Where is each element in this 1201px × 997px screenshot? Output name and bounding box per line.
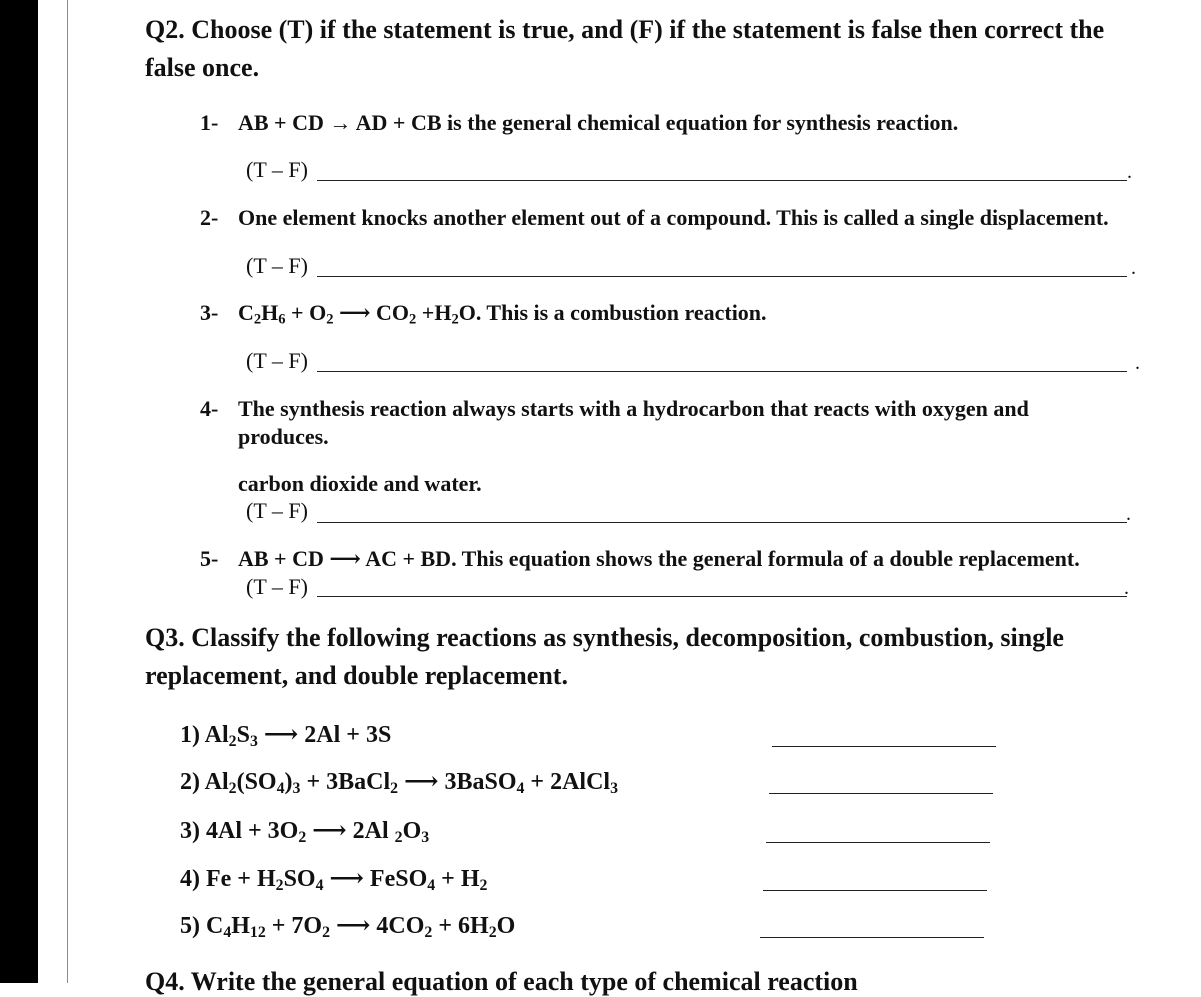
reaction-5: 5) $C_4H_{12} + 7O_2$ ⟶ $4CO_2 + 6H_2O$ [180, 913, 516, 941]
left-black-bar [0, 0, 38, 983]
left-margin-rule [67, 0, 68, 983]
item-number: 4- [200, 396, 219, 421]
classification-line-2[interactable] [769, 793, 993, 794]
reaction-2: 2) $Al_2(SO_4)_3$ + 3BaCl$_2$ ⟶ 3BaSO$_4$ + 2AlCl$_3$ [180, 769, 619, 797]
reaction-1: 1) $Al_2S_3$ ⟶ 2Al + 3S [180, 722, 392, 750]
reaction-3: 3) $4Al + 3O_2$ ⟶ 2Al $_2O_3$ [180, 818, 430, 846]
answer-line-5[interactable] [317, 596, 1127, 597]
tf-label-3: (T – F) [246, 348, 308, 373]
item-statement-line-3: carbon dioxide and water. [238, 471, 482, 496]
tf-label-5: (T – F) [246, 574, 308, 599]
answer-period-5: . [1124, 577, 1129, 599]
item-statement: $C_2H_6 + O_2$ ⟶ $CO_2 +H_2O$. This is a combustion reaction. [238, 300, 767, 328]
answer-line-4[interactable] [317, 522, 1127, 523]
item-statement: AB + CD → AD + CB is the general chemical equation for synthesis reaction. [238, 110, 959, 135]
answer-period-4: . [1126, 503, 1131, 525]
answer-period-2: . [1131, 257, 1136, 279]
classification-line-5[interactable] [760, 937, 984, 938]
q4-heading-cutoff: Q4. Write the general equation of each type of chemical reaction [145, 967, 858, 996]
tf-label-4: (T – F) [246, 498, 308, 523]
answer-period-3: . [1135, 352, 1140, 374]
item-number: 2- [200, 205, 219, 230]
reaction-4: 4) $Fe + H_2SO_4$ ⟶ FeSO$_4$ + $H_2$ [180, 866, 488, 894]
item-statement: One element knocks another element out of a compound. This is called a single displacement. [238, 205, 1109, 230]
answer-line-2[interactable] [317, 276, 1127, 277]
answer-line-1[interactable] [317, 180, 1127, 181]
item-number: 5- [200, 546, 219, 571]
tf-label-1: (T – F) [246, 157, 308, 182]
classification-line-3[interactable] [766, 842, 990, 843]
q2-heading: Q2. Choose (T) if the statement is true, and (F) if the statement is false then correct the false once. [145, 15, 1105, 82]
classification-line-4[interactable] [763, 890, 987, 891]
item-statement-line-2: produces. [238, 424, 329, 449]
q3-heading: Q3. Classify the following reactions as synthesis, decomposition, combustion, single replacement, and double replacement. [145, 623, 1064, 690]
tf-label-2: (T – F) [246, 253, 308, 278]
item-number: 1- [200, 110, 219, 135]
answer-line-3[interactable] [317, 371, 1127, 372]
item-number: 3- [200, 300, 219, 325]
classification-line-1[interactable] [772, 746, 996, 747]
answer-period-1: . [1127, 161, 1132, 183]
item-statement: AB + CD ⟶ AC + BD. This equation shows the general formula of a double replacement. [238, 546, 1080, 571]
item-statement-line-1: The synthesis reaction always starts with a hydrocarbon that reacts with oxygen and [238, 396, 1029, 421]
